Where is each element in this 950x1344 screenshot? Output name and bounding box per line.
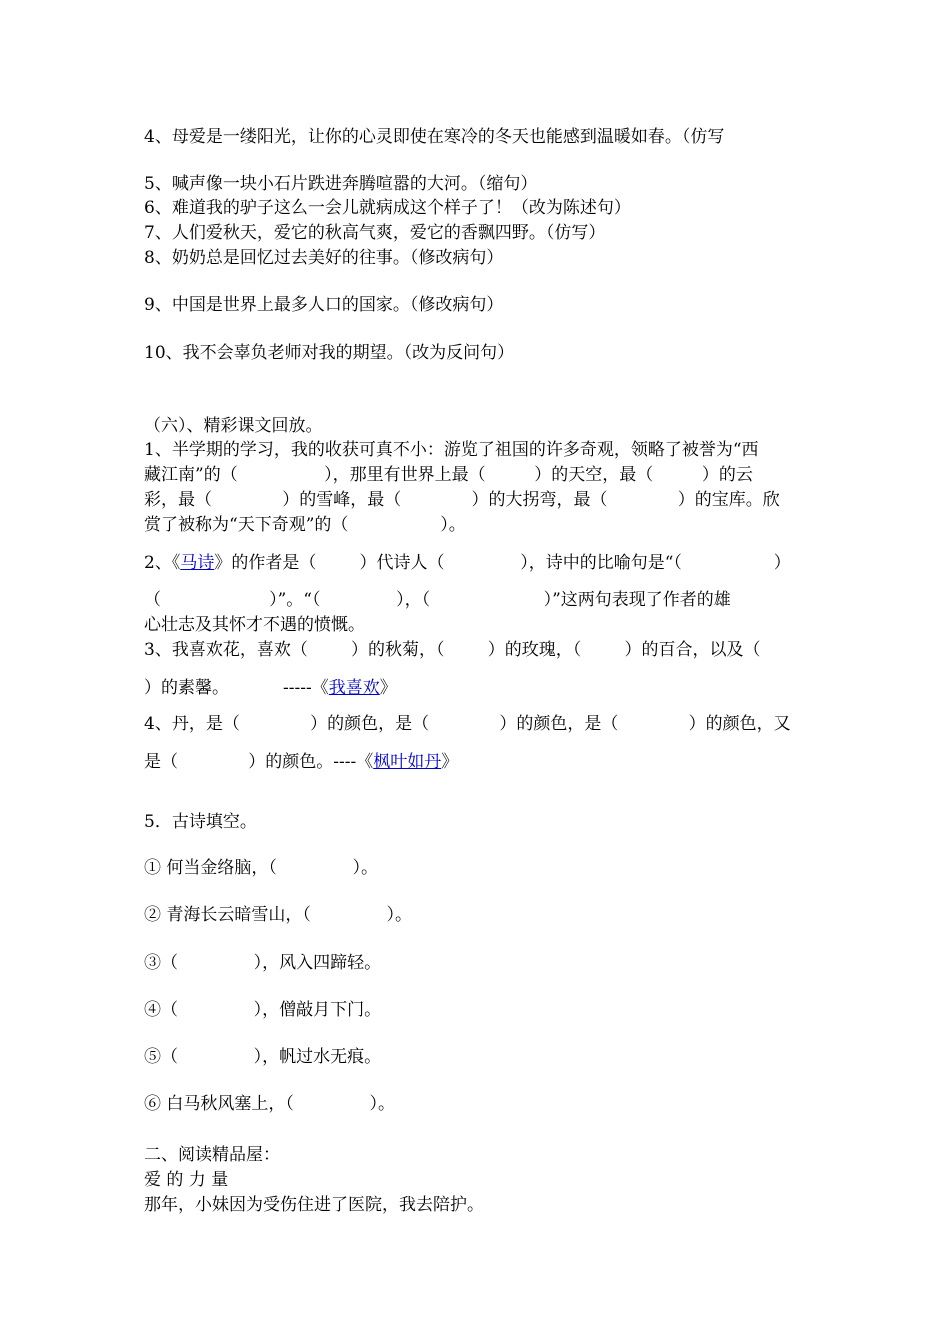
- q3-prefix: ）的素馨。 -----《: [144, 678, 329, 698]
- poem-item-1: ① 何当金络脑，（ ）。: [144, 858, 379, 878]
- q3-suffix: 》: [379, 678, 397, 698]
- q3-line-2: [144, 678, 397, 698]
- poem-item-5: ⑤（ ），帆过水无痕。: [144, 1047, 382, 1067]
- q4-line-2: [144, 752, 458, 772]
- rewrite-item-6: 6、难道我的驴子这么一会儿就病成这个样子了！（改为陈述句）: [144, 198, 631, 218]
- q2-prefix: 2、《: [144, 553, 181, 573]
- rewrite-item-4: 4、母爱是一缕阳光，让你的心灵即使在寒冷的冬天也能感到温暖如春。（仿写: [144, 127, 725, 147]
- q1-line-3: 彩，最（ ）的雪峰，最（ ）的大拐弯，最（ ）的宝库。欣: [144, 490, 780, 510]
- poem-item-4: ④（ ），僧敲月下门。: [144, 1000, 382, 1020]
- poem-item-2: ② 青海长云暗雪山，（ ）。: [144, 905, 413, 925]
- q2-line-2: （ ）”。“（ ），（ ）”这两句表现了作者的雄: [144, 590, 731, 610]
- q1-line-2: 藏江南”的（ ），那里有世界上最（ ）的天空，最（ ）的云: [144, 465, 753, 485]
- poem-item-3: ③（ ），风入四蹄轻。: [144, 953, 382, 973]
- reading-heading: 二、阅读精品屋：: [144, 1145, 280, 1165]
- q3-line-1: 3、我喜欢花，喜欢（ ）的秋菊，（ ）的玫瑰，（ ）的百合，以及（: [144, 640, 761, 660]
- reading-first-line: 那年，小妹因为受伤住进了医院，我去陪护。: [144, 1195, 484, 1215]
- section-six-heading: （六）、精彩课文回放。: [144, 416, 323, 436]
- q4-line-1: 4、丹，是（ ）的颜色，是（ ）的颜色，是（ ）的颜色，又: [144, 714, 791, 734]
- q2-line-3: 心壮志及其怀才不遇的愤慨。: [144, 615, 365, 635]
- q2-line-1: [144, 553, 791, 573]
- q1-line-4: 赏了被称为“天下奇观”的（ ）。: [144, 515, 466, 535]
- poem-section-heading: 5．古诗填空。: [144, 812, 257, 832]
- q1-line-1: 1、半学期的学习，我的收获可真不小：游览了祖国的许多奇观，领略了被誉为“西: [144, 440, 759, 460]
- poem-item-6: ⑥ 白马秋风塞上，（ ）。: [144, 1094, 396, 1114]
- q2-suffix: 》的作者是（ ）代诗人（ ），诗中的比喻句是“（ ）: [214, 553, 791, 573]
- q4-suffix: 》: [441, 752, 459, 772]
- link-feng-ye-ru-dan[interactable]: 枫叶如丹: [373, 752, 442, 772]
- rewrite-item-5: 5、喊声像一块小石片跌进奔腾喧嚣的大河。（缩句）: [144, 174, 538, 194]
- q4-prefix: 是（ ）的颜色。----《: [144, 752, 374, 772]
- link-ma-shi[interactable]: 马诗: [180, 553, 215, 573]
- rewrite-item-9: 9、中国是世界上最多人口的国家。（修改病句）: [144, 295, 504, 315]
- reading-title: 爱 的 力 量: [144, 1170, 229, 1190]
- rewrite-item-10: 10、我不会辜负老师对我的期望。（改为反问句）: [144, 343, 515, 363]
- rewrite-item-7: 7、人们爱秋天，爱它的秋高气爽，爱它的香飘四野。（仿写）: [144, 223, 606, 243]
- rewrite-item-8: 8、奶奶总是回忆过去美好的往事。（修改病句）: [144, 248, 504, 268]
- link-wo-xi-huan[interactable]: 我喜欢: [328, 678, 380, 698]
